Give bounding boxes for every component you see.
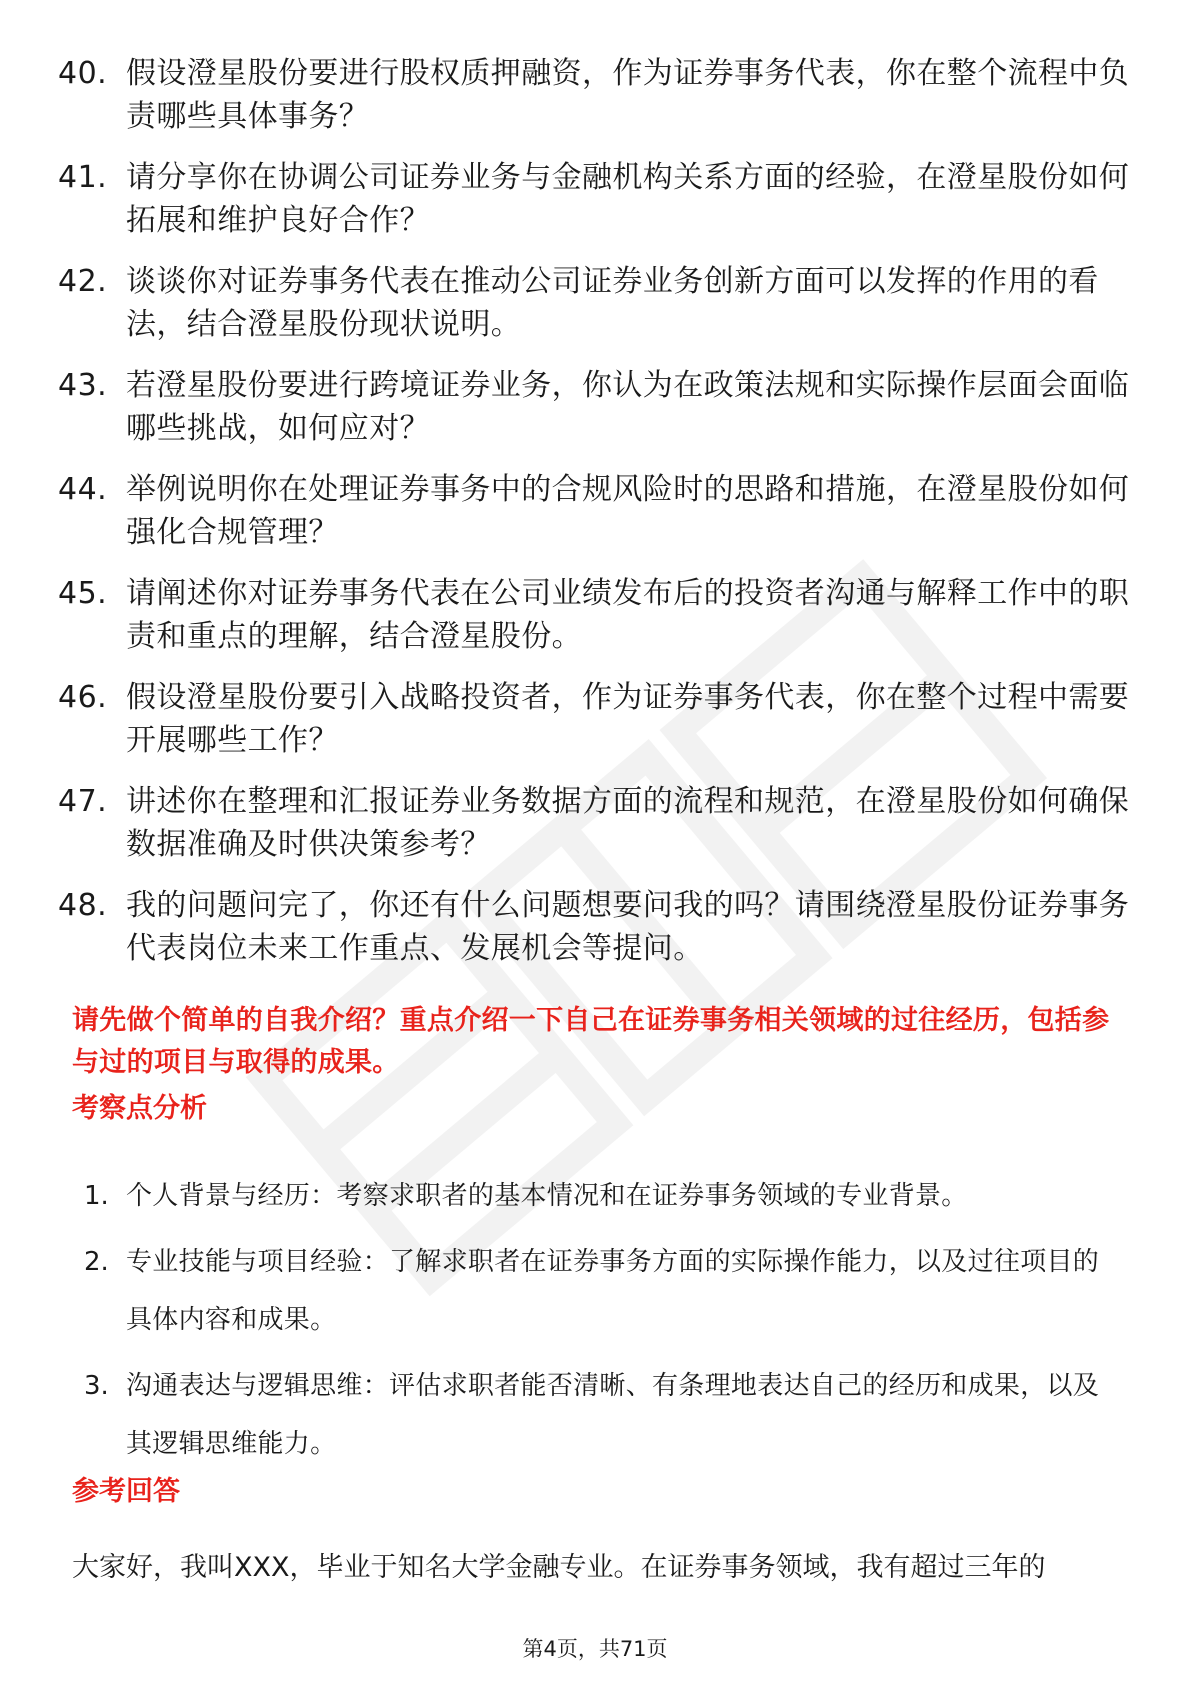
question-item — [58, 156, 1138, 242]
reference-heading: 参考回答 — [72, 1476, 180, 1507]
question-text: 假设澄星股份要进行股权质押融资，作为证券事务代表，你在整个流程中负责哪些具体事务？ — [126, 56, 1130, 134]
analysis-list — [84, 1167, 1114, 1481]
analysis-item-text: 个人背景与经历：考察求职者的基本情况和在证券事务领域的专业背景。 — [126, 1181, 968, 1211]
analysis-item-number: 1. — [84, 1181, 109, 1211]
question-number: 41. — [58, 160, 108, 195]
page-footer: 第4页，共71页 — [522, 1637, 668, 1661]
question-text: 举例说明你在处理证券事务中的合规风险时的思路和措施，在澄星股份如何强化合规管理？ — [126, 472, 1130, 550]
question-text: 若澄星股份要进行跨境证券业务，你认为在政策法规和实际操作层面会面临哪些挑战，如何应对？ — [126, 368, 1130, 446]
question-number: 45. — [58, 576, 108, 611]
question-item — [58, 468, 1138, 554]
analysis-item-number: 2. — [84, 1247, 109, 1277]
analysis-item — [84, 1357, 1114, 1473]
question-item — [58, 260, 1138, 346]
question-number: 48. — [58, 888, 108, 923]
question-item — [58, 676, 1138, 762]
question-item — [58, 52, 1138, 138]
analysis-item-text: 沟通表达与逻辑思维：评估求职者能否清晰、有条理地表达自己的经历和成果，以及其逻辑思维能力。 — [126, 1371, 1100, 1459]
analysis-heading: 考察点分析 — [72, 1093, 207, 1124]
reference-answer-paragraph: 大家好，我叫XXX，毕业于知名大学金融专业。在证券事务领域，我有超过三年的 — [72, 1552, 1046, 1583]
question-item — [58, 780, 1138, 866]
question-number: 44. — [58, 472, 108, 507]
question-item — [58, 364, 1138, 450]
question-text: 请分享你在协调公司证券业务与金融机构关系方面的经验，在澄星股份如何拓展和维护良好合作？ — [126, 160, 1130, 238]
question-text: 请阐述你对证券事务代表在公司业绩发布后的投资者沟通与解释工作中的职责和重点的理解，结合澄星股份。 — [126, 576, 1130, 654]
question-number: 42. — [58, 264, 108, 299]
question-number: 40. — [58, 56, 108, 91]
question-list — [58, 52, 1138, 988]
analysis-item — [84, 1233, 1114, 1349]
question-text: 假设澄星股份要引入战略投资者，作为证券事务代表，你在整个过程中需要开展哪些工作？ — [126, 680, 1130, 758]
question-item — [58, 884, 1138, 970]
question-text: 我的问题问完了，你还有什么问题想要问我的吗？请围绕澄星股份证券事务代表岗位未来工作重点、发展机会等提问。 — [126, 888, 1130, 966]
question-number: 43. — [58, 368, 108, 403]
analysis-item — [84, 1167, 1114, 1225]
analysis-item-number: 3. — [84, 1371, 109, 1401]
analysis-item-text: 专业技能与项目经验：了解求职者在证券事务方面的实际操作能力，以及过往项目的具体内容和成果。 — [126, 1247, 1100, 1335]
question-number: 46. — [58, 680, 108, 715]
question-number: 47. — [58, 784, 108, 819]
question-item — [58, 572, 1138, 658]
question-text: 谈谈你对证券事务代表在推动公司证券业务创新方面可以发挥的作用的看法，结合澄星股份现状说明。 — [126, 264, 1099, 342]
highlight-question: 请先做个简单的自我介绍？重点介绍一下自己在证券事务相关领域的过往经历，包括参与过的项目与取得的成果。 — [72, 1005, 1110, 1078]
question-text: 讲述你在整理和汇报证券业务数据方面的流程和规范，在澄星股份如何确保数据准确及时供决策参考？ — [126, 784, 1130, 862]
